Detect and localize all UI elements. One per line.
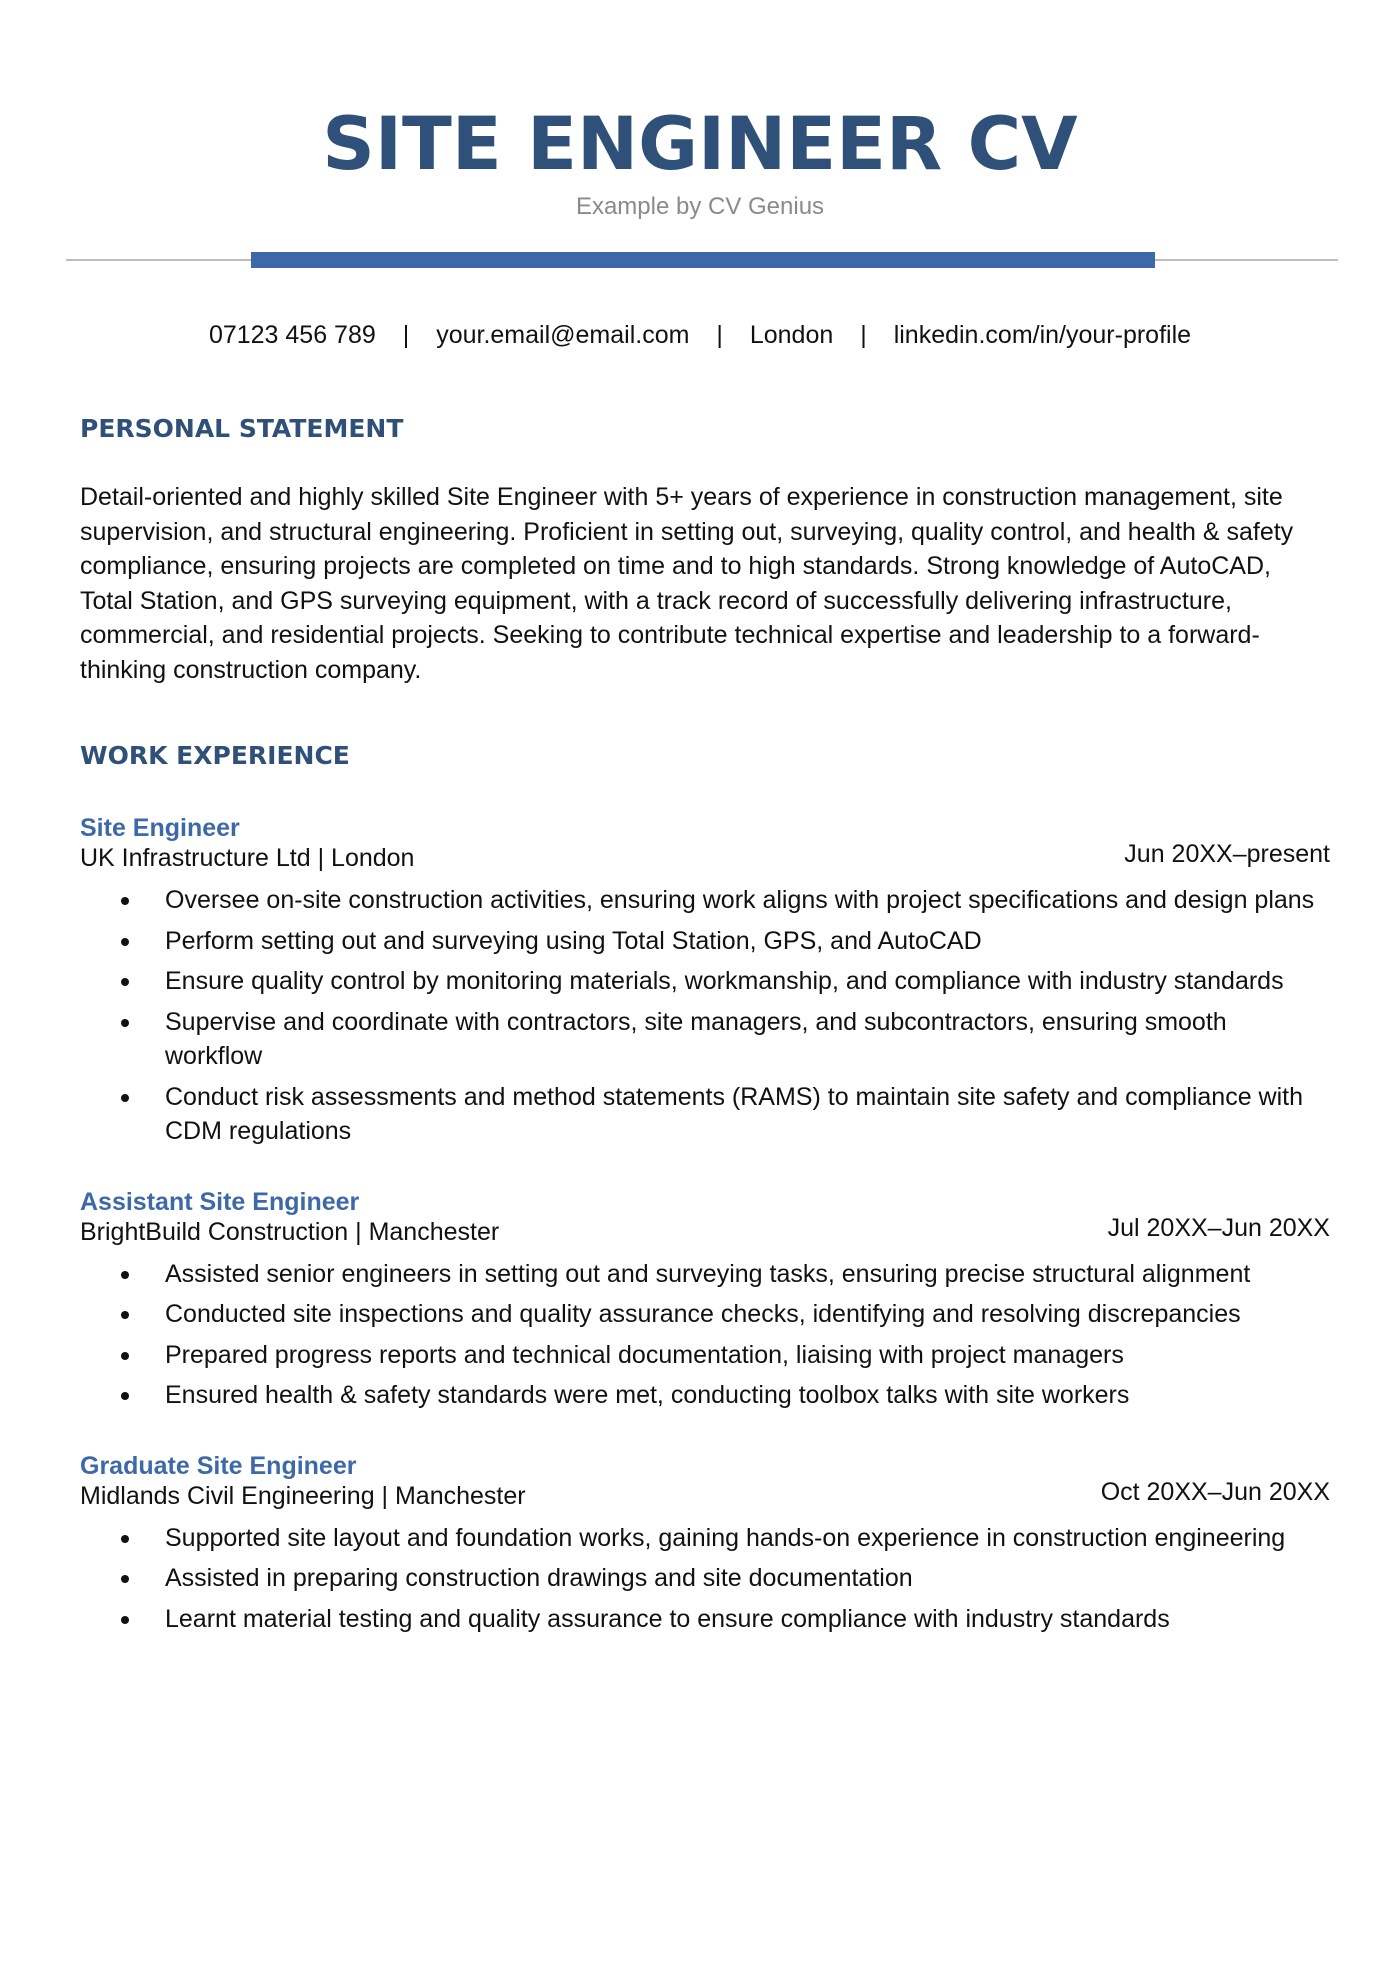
job-meta <box>80 1477 1330 1511</box>
bullet-icon <box>121 938 129 946</box>
page-subtitle: Example by CV Genius <box>575 193 825 220</box>
work-experience-heading: WORK EXPERIENCE <box>80 741 350 770</box>
list-item <box>165 1080 1330 1149</box>
cv-header <box>0 100 1400 222</box>
bullet-text: Assisted senior engineers in setting out and surveying tasks, ensuring precise structural alignment <box>165 1259 1251 1288</box>
list-item <box>165 964 1330 999</box>
list-item <box>165 1602 1330 1637</box>
job-bullet-list <box>80 1521 1330 1637</box>
list-item <box>165 1005 1330 1074</box>
bullet-icon <box>121 1392 129 1400</box>
job-meta <box>80 840 1330 873</box>
contact-separator: | <box>860 321 867 349</box>
cv-body <box>80 412 1330 1642</box>
job-entry <box>80 1451 1330 1637</box>
job-company: Midlands Civil Engineering | Manchester <box>80 1481 526 1510</box>
contact-location: London <box>749 321 834 349</box>
bullet-icon <box>121 1094 129 1102</box>
job-entry <box>80 813 1330 1149</box>
bullet-icon <box>121 1616 129 1624</box>
list-item <box>165 1561 1330 1596</box>
job-dates: Jul 20XX–Jun 20XX <box>1107 1213 1330 1242</box>
bullet-icon <box>121 978 129 986</box>
contact-separator: | <box>716 321 723 349</box>
bullet-text: Assisted in preparing construction drawings and site documentation <box>165 1564 913 1592</box>
bullet-icon <box>121 1575 129 1583</box>
list-item <box>165 924 1330 959</box>
bullet-text: Oversee on-site construction activities, ensuring work aligns with project specifications and design plans <box>165 886 1315 914</box>
job-company: BrightBuild Construction | Manchester <box>80 1217 500 1246</box>
bullet-text: Learnt material testing and quality assurance to ensure compliance with industry standards <box>165 1604 1170 1633</box>
bullet-text: Prepared progress reports and technical documentation, liaising with project managers <box>165 1340 1124 1369</box>
bullet-icon <box>121 1535 129 1543</box>
job-bullet-list <box>80 1257 1330 1413</box>
bullet-text: Ensure quality control by monitoring materials, workmanship, and compliance with industry standards <box>165 967 1284 995</box>
personal-statement-text: Detail-oriented and highly skilled Site Engineer with 5+ years of experience in construction management, site supervision, and structural engineering. Proficient in setting out, surveying, quality control, and health & safety compliance, ensuring projects are completed on time and to high standards. Strong knowledge of AutoCAD, Total Station, and GPS surveying equipment, with a track record of successfully delivering infrastructure, commercial, and residential projects. Seeking to contribute technical expertise and leadership to a forward-thinking construction company. <box>80 483 1294 684</box>
job-meta <box>80 1213 1330 1247</box>
bullet-icon <box>121 1271 129 1279</box>
contact-separator: | <box>402 321 410 349</box>
list-item <box>165 1297 1330 1332</box>
contact-email: your.email@email.com <box>436 321 690 349</box>
list-item <box>165 1378 1330 1413</box>
job-title: Graduate Site Engineer <box>80 1451 357 1480</box>
personal-statement-heading: PERSONAL STATEMENT <box>80 414 404 443</box>
contact-line <box>0 318 1400 352</box>
bullet-text: Perform setting out and surveying using Total Station, GPS, and AutoCAD <box>165 926 982 955</box>
bullet-text: Conducted site inspections and quality assurance checks, identifying and resolving discrepancies <box>165 1300 1241 1328</box>
contact-linkedin: linkedin.com/in/your-profile <box>893 321 1192 349</box>
bullet-text: Supported site layout and foundation works, gaining hands-on experience in construction engineering <box>165 1523 1286 1552</box>
job-company: UK Infrastructure Ltd | London <box>80 844 415 872</box>
bullet-icon <box>121 897 129 905</box>
header-accent-bar <box>251 252 1155 268</box>
contact-phone: 07123 456 789 <box>208 321 376 349</box>
bullet-text: Ensured health & safety standards were met, conducting toolbox talks with site workers <box>165 1381 1130 1409</box>
list-item <box>165 883 1330 918</box>
job-title: Site Engineer <box>80 814 240 842</box>
job-dates: Oct 20XX–Jun 20XX <box>1100 1477 1330 1506</box>
job-bullet-list <box>80 883 1330 1149</box>
job-dates: Jun 20XX–present <box>1124 840 1330 868</box>
list-item <box>165 1338 1330 1373</box>
page-title: SITE ENGINEER CV <box>322 102 1078 187</box>
list-item <box>165 1257 1330 1292</box>
bullet-icon <box>121 1019 129 1027</box>
job-entry <box>80 1187 1330 1413</box>
bullet-text: Conduct risk assessments and method statements (RAMS) to maintain site safety and compliance with CDM regulations <box>165 1082 1304 1145</box>
bullet-text: Supervise and coordinate with contractors, site managers, and subcontractors, ensuring smooth workflow <box>165 1007 1227 1070</box>
job-title: Assistant Site Engineer <box>80 1187 360 1216</box>
bullet-icon <box>121 1311 129 1319</box>
list-item <box>165 1521 1330 1556</box>
bullet-icon <box>121 1352 129 1360</box>
